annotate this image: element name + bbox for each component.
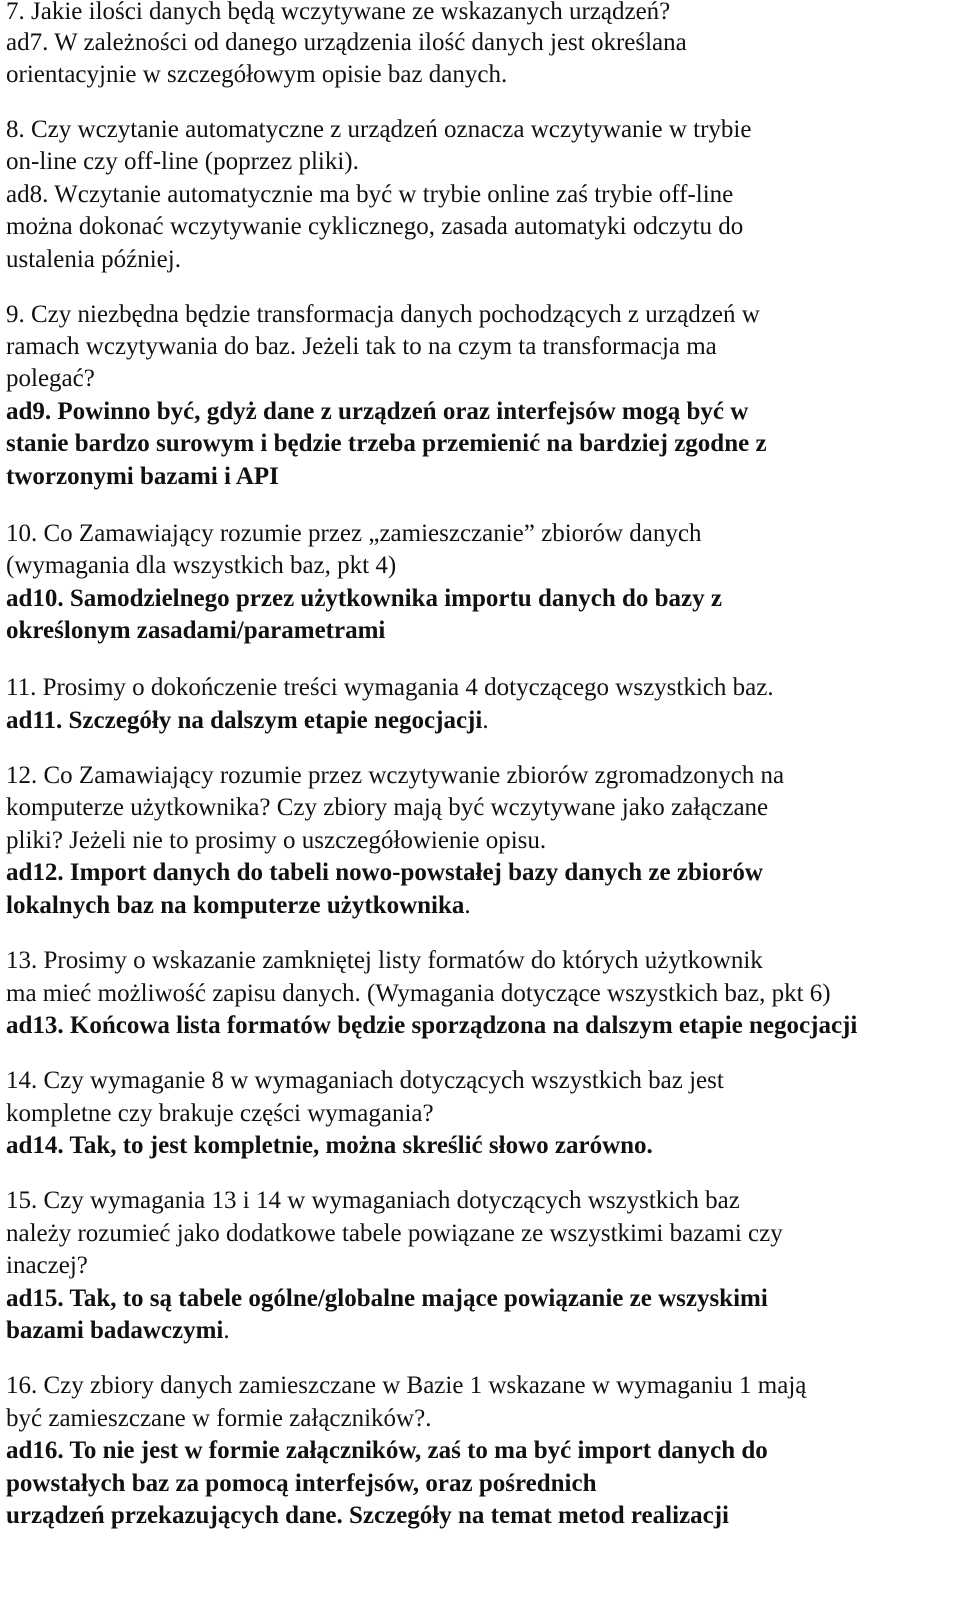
text-line <box>6 245 181 275</box>
text-line <box>6 1436 768 1466</box>
text-line <box>6 793 768 823</box>
answer-text: ad14. Tak, to jest kompletnie, można skreślić słowo zarówno. <box>6 1132 653 1159</box>
text-line <box>6 397 748 427</box>
answer-text: ad12. Import danych do tabeli nowo-powstałej bazy danych ze zbiorów <box>6 859 763 886</box>
question-text: ma mieć możliwość zapisu danych. (Wymagania dotyczące wszystkich baz, pkt 6) <box>6 980 831 1007</box>
question-text: 11. Prosimy o dokończenie treści wymagania 4 dotyczącego wszystkich baz. <box>6 674 774 701</box>
question-text: być zamieszczane w formie załączników?. <box>6 1405 432 1432</box>
answer-text: ad9. Powinno być, gdyż dane z urządzeń oraz interfejsów mogą być w <box>6 398 749 425</box>
text-line <box>6 429 767 459</box>
text-line <box>6 519 701 549</box>
answer-text: ad15. Tak, to są tabele ogólne/globalne mające powiązanie ze wszyskimi <box>6 1285 768 1312</box>
answer-text: ad16. To nie jest w formie załączników, zaś to ma być import danych do <box>6 1437 768 1464</box>
answer-text: urządzeń przekazujących dane. Szczegóły na temat metod realizacji <box>6 1502 729 1529</box>
answer-text: ad13. Końcowa lista formatów będzie sporządzona na dalszym etapie negocjacji <box>6 1012 858 1039</box>
answer-text: lokalnych baz na komputerze użytkownika <box>6 892 465 919</box>
text-line <box>6 1066 724 1096</box>
text-line <box>6 1099 434 1129</box>
text-line <box>6 616 385 646</box>
question-text: (wymagania dla wszystkich baz, pkt 4) <box>6 552 397 579</box>
text-line <box>6 180 733 210</box>
question-text: . <box>482 707 489 734</box>
question-text: 8. Czy wczytanie automatyczne z urządzeń oznacza wczytywanie w trybie <box>6 116 752 143</box>
text-line <box>6 115 751 145</box>
text-line <box>6 979 831 1009</box>
text-line <box>6 1469 596 1499</box>
text-line <box>6 946 763 976</box>
question-text: ramach wczytywania do baz. Jeżeli tak to na czym ta transformacja ma <box>6 333 717 360</box>
question-text: pliki? Jeżeli nie to prosimy o uszczegółowienie opisu. <box>6 827 547 854</box>
text-line <box>6 826 546 856</box>
text-line <box>6 1284 768 1314</box>
text-line <box>6 147 359 177</box>
question-text: . <box>223 1317 230 1344</box>
text-line <box>6 212 743 242</box>
answer-text: tworzonymi bazami i API <box>6 463 279 490</box>
text-line <box>6 1251 88 1281</box>
question-text: ad8. Wczytanie automatycznie ma być w trybie online zaś trybie off-line <box>6 181 734 208</box>
question-text: ad7. W zależności od danego urządzenia ilość danych jest określana <box>6 29 687 56</box>
question-text: . <box>464 892 471 919</box>
answer-text: powstałych baz za pomocą interfejsów, oraz pośrednich <box>6 1470 597 1497</box>
answer-text: stanie bardzo surowym i będzie trzeba przemienić na bardziej zgodne z <box>6 430 767 457</box>
text-line <box>6 462 279 492</box>
question-text: polegać? <box>6 365 95 392</box>
question-text: kompletne czy brakuje części wymagania? <box>6 1100 434 1127</box>
text-line <box>6 1501 729 1531</box>
text-line <box>6 1219 783 1249</box>
text-line <box>6 300 760 330</box>
text-line <box>6 706 489 736</box>
question-text: ustalenia później. <box>6 246 181 273</box>
question-text: 10. Co Zamawiający rozumie przez „zamieszczanie” zbiorów danych <box>6 520 702 547</box>
text-line <box>6 60 507 90</box>
text-line <box>6 1186 740 1216</box>
question-text: 9. Czy niezbędna będzie transformacja danych pochodzących z urządzeń w <box>6 301 760 328</box>
question-text: 14. Czy wymaganie 8 w wymaganiach dotyczących wszystkich baz jest <box>6 1067 724 1094</box>
answer-text: bazami badawczymi <box>6 1317 224 1344</box>
text-line <box>6 1316 230 1346</box>
question-text: komputerze użytkownika? Czy zbiory mają być wczytywane jako załączane <box>6 794 769 821</box>
question-text: 12. Co Zamawiający rozumie przez wczytywanie zbiorów zgromadzonych na <box>6 762 785 789</box>
text-line <box>6 1131 653 1161</box>
text-line <box>6 364 95 394</box>
text-line <box>6 1011 857 1041</box>
answer-text: ad10. Samodzielnego przez użytkownika importu danych do bazy z <box>6 585 723 612</box>
question-text: 13. Prosimy o wskazanie zamkniętej listy formatów do których użytkownik <box>6 947 763 974</box>
text-line <box>6 858 763 888</box>
question-text: można dokonać wczytywanie cyklicznego, zasada automatyki odczytu do <box>6 213 744 240</box>
text-line <box>6 332 717 362</box>
text-line <box>6 761 784 791</box>
question-text: 7. Jakie ilości danych będą wczytywane ze wskazanych urządzeń? <box>6 0 671 25</box>
question-text: należy rozumieć jako dodatkowe tabele powiązane ze wszystkimi bazami czy <box>6 1220 783 1247</box>
text-line <box>6 673 774 703</box>
answer-text: określonym zasadami/parametrami <box>6 617 386 644</box>
text-line <box>6 551 396 581</box>
question-text: on-line czy off-line (poprzez pliki). <box>6 148 359 175</box>
question-text: 16. Czy zbiory danych zamieszczane w Bazie 1 wskazane w wymaganiu 1 mają <box>6 1372 807 1399</box>
question-text: 15. Czy wymagania 13 i 14 w wymaganiach dotyczących wszystkich baz <box>6 1187 740 1214</box>
answer-text: ad11. Szczegóły na dalszym etapie negocjacji <box>6 707 483 734</box>
text-line <box>6 1371 806 1401</box>
text-line <box>6 891 471 921</box>
question-text: orientacyjnie w szczegółowym opisie baz danych. <box>6 61 508 88</box>
text-line <box>6 28 687 58</box>
text-line <box>6 584 722 614</box>
question-text: inaczej? <box>6 1252 88 1279</box>
text-line <box>6 0 670 27</box>
text-line <box>6 1404 431 1434</box>
